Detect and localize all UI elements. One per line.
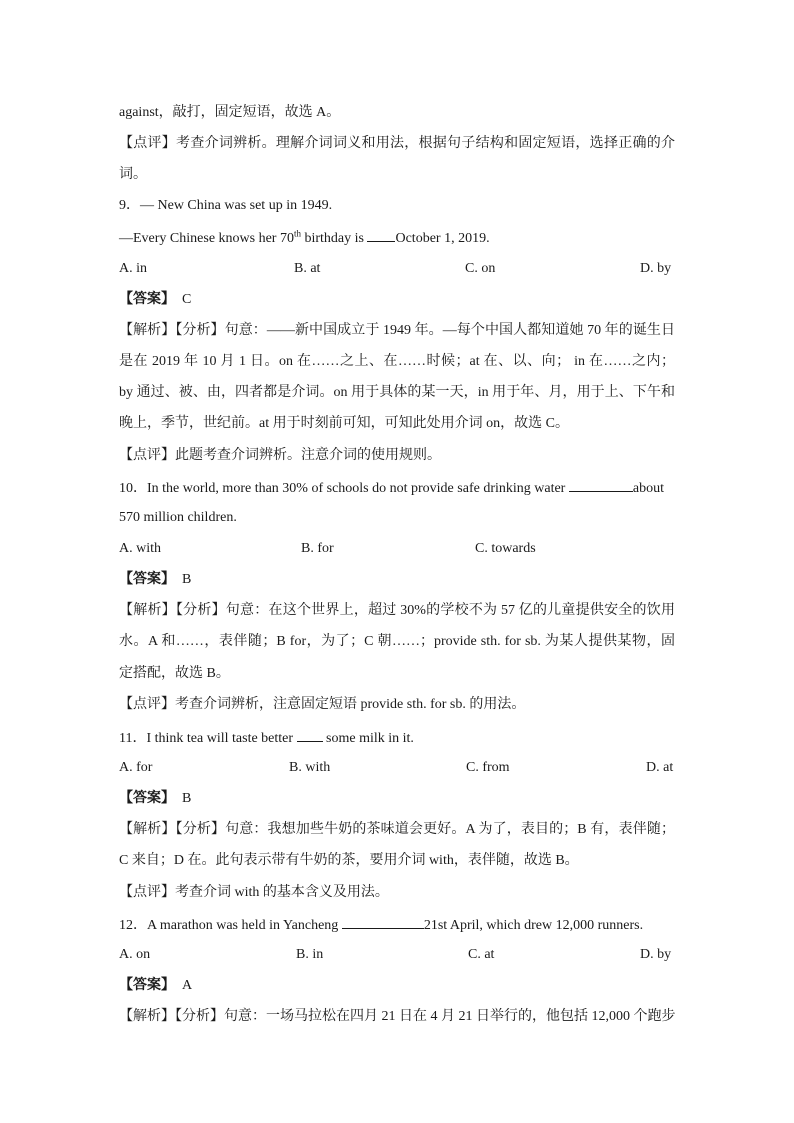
question-10-line-2: 570 million children.: [119, 510, 237, 525]
question-11-line-1: 11．I think tea will taste better some milk in it.: [119, 728, 675, 748]
q10-review: 【点评】考查介词辨析，注意固定短语 provide sth. for sb. 的用法。: [119, 697, 526, 712]
q11-option-c: C. from: [466, 760, 510, 775]
q10-answer: 【答案】 B: [119, 572, 192, 587]
answer-blank: [569, 478, 633, 492]
question-9-line-2: —Every Chinese knows her 70th birthday is October 1, 2019.: [119, 228, 490, 246]
q10-explanation-3: 定搭配，故选 B。: [119, 666, 230, 681]
q10-explanation-2: 水。A 和……，表伴随；B for，为了；C 朝……；provide sth. for sb. 为某人提供某物，固: [119, 634, 675, 649]
text-line: 词。: [119, 167, 147, 182]
q11-option-d: D. at: [646, 760, 674, 775]
q9-answer: 【答案】 C: [119, 292, 192, 307]
q9-explanation-3: by 通过、被、由，四者都是介词。on 用于具体的某一天，in 用于年、月，用于上、下午和: [119, 385, 675, 400]
q12-option-c: C. at: [468, 947, 495, 962]
question-12-line-1: 12．A marathon was held in Yancheng 21st April, which drew 12,000 runners.: [119, 915, 675, 935]
q10-option-c: C. towards: [475, 541, 536, 556]
review-line: 【点评】考查介词辨析。理解介词词义和用法，根据句子结构和固定短语，选择正确的介: [119, 136, 675, 151]
q12-explanation-1: 【解析】【分析】句意：一场马拉松在四月 21 日在 4 月 21 日举行的，他包括 12,000 个跑步: [119, 1009, 676, 1024]
q11-explanation-2: C 来自；D 在。此句表示带有牛奶的茶，要用介词 with，表伴随，故选 B。: [119, 853, 579, 868]
question-9-line-1: 9．— New China was set up in 1949.: [119, 198, 333, 213]
q12-answer: 【答案】 A: [119, 978, 193, 993]
q12-option-a: A. on: [119, 947, 151, 962]
q11-explanation-1: 【解析】【分析】句意：我想加些牛奶的茶味道会更好。A 为了，表目的；B 有，表伴随；: [119, 822, 675, 837]
q9-option-a: A. in: [119, 261, 147, 276]
q10-option-b: B. for: [301, 541, 334, 556]
answer-blank: [342, 915, 424, 929]
text-line: against，敲打，固定短语，故选 A。: [119, 105, 341, 120]
question-10-line-1: 10．In the world, more than 30% of schools do not provide safe drinking water about: [119, 478, 675, 498]
q9-review: 【点评】此题考查介词辨析。注意介词的使用规则。: [119, 448, 441, 463]
q11-option-b: B. with: [289, 760, 331, 775]
answer-blank: [297, 728, 323, 742]
q9-explanation-1: 【解析】【分析】句意：——新中国成立于 1949 年。—每个中国人都知道她 70 年的诞生日: [119, 323, 675, 338]
q12-option-d: D. by: [640, 947, 672, 962]
q11-answer: 【答案】 B: [119, 791, 192, 806]
q9-explanation-2: 是在 2019 年 10 月 1 日。on 在……之上、在……时候；at 在、以、向； in 在……之内；: [119, 354, 675, 369]
q11-option-a: A. for: [119, 760, 153, 775]
q9-option-c: C. on: [465, 261, 496, 276]
q9-option-d: D. by: [640, 261, 672, 276]
q11-review: 【点评】考查介词 with 的基本含义及用法。: [119, 885, 389, 900]
q9-option-b: B. at: [294, 261, 321, 276]
q10-option-a: A. with: [119, 541, 161, 556]
q12-option-b: B. in: [296, 947, 324, 962]
answer-blank: [367, 228, 395, 242]
q9-explanation-4: 晚上，季节，世纪前。at 用于时刻前可知，可知此处用介词 on，故选 C。: [119, 416, 569, 431]
q10-explanation-1: 【解析】【分析】句意：在这个世界上，超过 30%的学校不为 57 亿的儿童提供安全的饮用: [119, 603, 675, 618]
